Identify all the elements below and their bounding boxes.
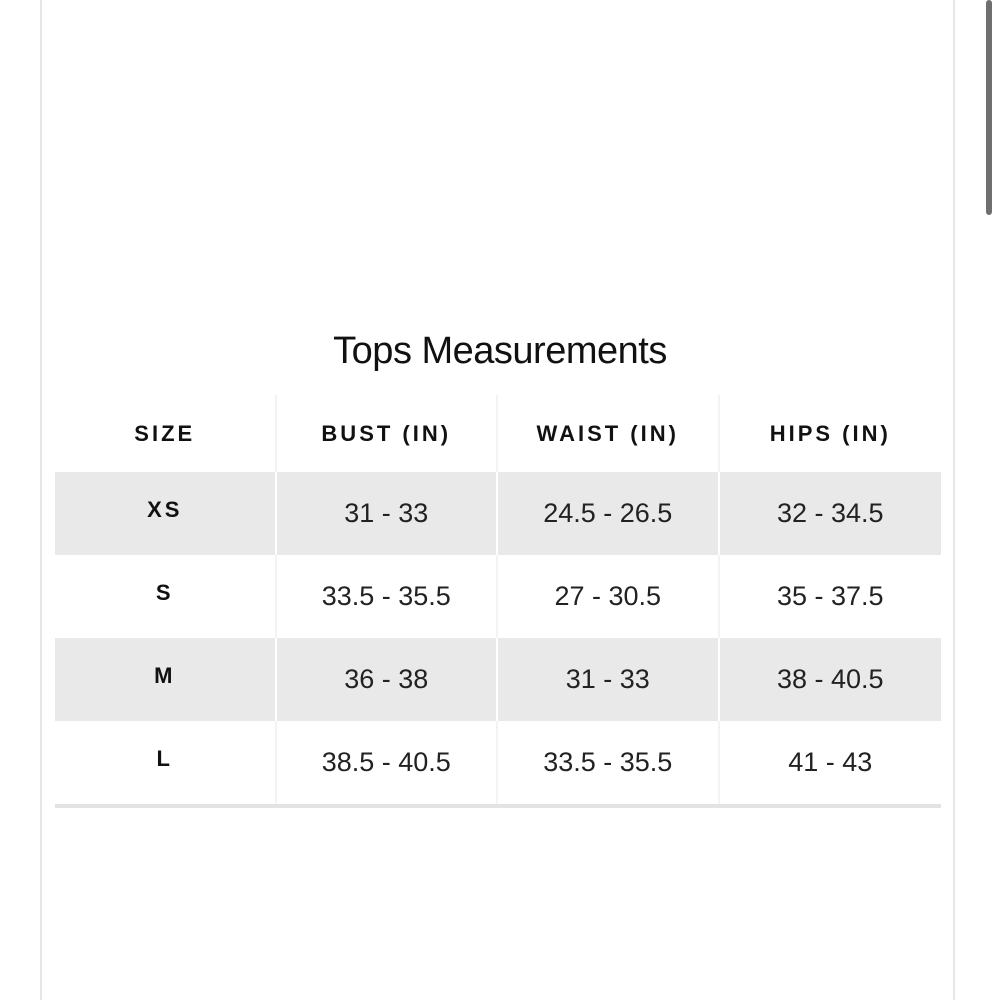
table-row [55,638,941,721]
size-chart-table [55,395,941,808]
waist-cell: 31 - 33 [498,638,720,721]
page-title: Tops Measurements [333,330,667,372]
table-header-row [55,395,941,472]
header-size: SIZE [55,395,277,472]
bust-cell: 33.5 - 35.5 [277,555,499,638]
size-cell: M [55,638,277,721]
waist-cell: 33.5 - 35.5 [498,721,720,804]
hips-cell: 32 - 34.5 [776,498,884,528]
header-waist: WAIST (IN) [498,395,720,472]
table-bottom-divider [55,804,941,808]
table-row [55,472,941,555]
hips-cell: 35 - 37.5 [776,581,884,611]
table-row [55,721,941,804]
bust-cell: 38.5 - 40.5 [277,721,499,804]
size-cell: L [55,721,277,804]
waist-cell: 24.5 - 26.5 [498,472,720,555]
size-cell: S [55,555,277,638]
bust-cell: 36 - 38 [277,638,499,721]
hips-cell: 38 - 40.5 [776,664,884,694]
bust-cell: 31 - 33 [277,472,499,555]
header-bust: BUST (IN) [277,395,499,472]
scrollbar-thumb[interactable] [986,0,992,215]
hips-cell: 41 - 43 [788,747,873,777]
table-row [55,555,941,638]
waist-cell: 27 - 30.5 [498,555,720,638]
header-hips: HIPS (IN) [769,420,891,446]
size-cell: XS [55,472,277,555]
